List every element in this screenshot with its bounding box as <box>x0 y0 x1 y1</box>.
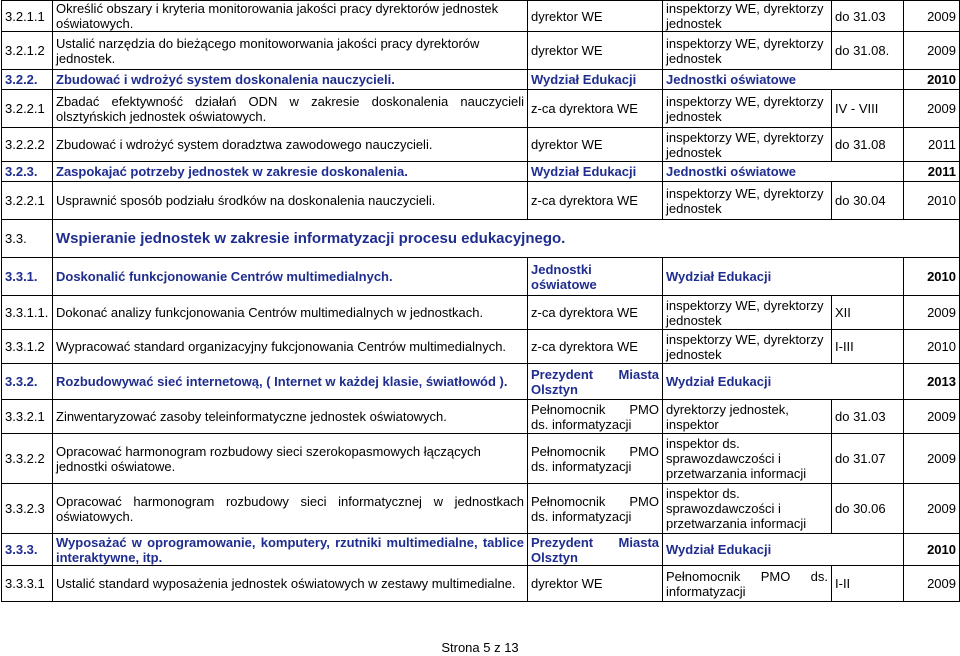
term-cell: do 31.03 <box>832 1 904 32</box>
table-row <box>2 1 960 32</box>
task-cell: Zbudować i wdrożyć system doradztwa zawodowego nauczycieli. <box>53 128 528 162</box>
year-cell: 2011 <box>904 162 960 182</box>
table-row <box>2 364 960 400</box>
year-cell: 2009 <box>904 32 960 70</box>
row-number: 3.3.1. <box>2 258 53 296</box>
row-number: 3.3.1.1. <box>2 296 53 330</box>
responsible-cell: z-ca dyrektora WE <box>528 182 663 220</box>
responsible-cell: dyrektor WE <box>528 32 663 70</box>
responsible-cell: dyrektor WE <box>528 566 663 602</box>
responsible-cell: z-ca dyrektora WE <box>528 90 663 128</box>
term-cell: I-II <box>832 566 904 602</box>
term-cell: do 31.08. <box>832 32 904 70</box>
table-row <box>2 484 960 534</box>
year-cell: 2010 <box>904 182 960 220</box>
partners-cell: inspektorzy WE, dyrektorzy jednostek <box>663 32 832 70</box>
table-row <box>2 182 960 220</box>
responsible-cell: Pełnomocnik PMO ds. informatyzacji <box>528 400 663 434</box>
year-cell: 2009 <box>904 1 960 32</box>
responsible-cell: z-ca dyrektora WE <box>528 330 663 364</box>
partners-cell: Jednostki oświatowe <box>663 70 904 90</box>
partners-cell: inspektorzy WE, dyrektorzy jednostek <box>663 1 832 32</box>
partners-cell: inspektorzy WE, dyrektorzy jednostek <box>663 296 832 330</box>
year-cell: 2009 <box>904 296 960 330</box>
task-cell: Usprawnić sposób podziału środków na doskonalenia nauczycieli. <box>53 182 528 220</box>
term-cell: do 31.07 <box>832 434 904 484</box>
task-cell: Opracować harmonogram rozbudowy sieci informatycznej w jednostkach oświatowych. <box>53 484 528 534</box>
term-cell: XII <box>832 296 904 330</box>
task-cell: Zbudować i wdrożyć system doskonalenia nauczycieli. <box>53 70 528 90</box>
partners-cell: Wydział Edukacji <box>663 364 904 400</box>
table-row <box>2 70 960 90</box>
responsible-cell: Pełnomocnik PMO ds. informatyzacji <box>528 484 663 534</box>
table-row <box>2 534 960 566</box>
row-number: 3.3.1.2 <box>2 330 53 364</box>
plan-table <box>1 0 960 602</box>
year-cell: 2009 <box>904 90 960 128</box>
task-cell: Wyposażać w oprogramowanie, komputery, rzutniki multimedialne, tablice interaktywne, itp. <box>53 534 528 566</box>
row-number: 3.3.2.2 <box>2 434 53 484</box>
table-row <box>2 566 960 602</box>
responsible-cell: z-ca dyrektora WE <box>528 296 663 330</box>
row-number: 3.2.2.1 <box>2 90 53 128</box>
row-number: 3.3.2.3 <box>2 484 53 534</box>
section-row <box>2 220 960 258</box>
responsible-cell: dyrektor WE <box>528 128 663 162</box>
responsible-cell: Pełnomocnik PMO ds. informatyzacji <box>528 434 663 484</box>
row-number: 3.2.3. <box>2 162 53 182</box>
page-footer: Strona 5 z 13 <box>441 640 519 655</box>
task-cell: Rozbudowywać sieć internetową, ( Internet w każdej klasie, światłowód ). <box>53 364 528 400</box>
year-cell: 2013 <box>904 364 960 400</box>
partners-cell: Wydział Edukacji <box>663 258 904 296</box>
table-row <box>2 400 960 434</box>
row-number: 3.2.2.1 <box>2 182 53 220</box>
responsible-cell: Wydział Edukacji <box>528 162 663 182</box>
partners-cell: Jednostki oświatowe <box>663 162 904 182</box>
partners-cell: inspektorzy WE, dyrektorzy jednostek <box>663 90 832 128</box>
partners-cell: inspektor ds. sprawozdawczości i przetwarzania informacji <box>663 484 832 534</box>
partners-cell: inspektorzy WE, dyrektorzy jednostek <box>663 128 832 162</box>
year-cell: 2009 <box>904 400 960 434</box>
table-row <box>2 128 960 162</box>
row-number: 3.3.2. <box>2 364 53 400</box>
responsible-cell: Jednostki oświatowe <box>528 258 663 296</box>
year-cell: 2010 <box>904 534 960 566</box>
task-cell: Zinwentaryzować zasoby teleinformatyczne jednostek oświatowych. <box>53 400 528 434</box>
task-cell: Dokonać analizy funkcjonowania Centrów multimedialnych w jednostkach. <box>53 296 528 330</box>
responsible-cell: Wydział Edukacji <box>528 70 663 90</box>
year-cell: 2009 <box>904 566 960 602</box>
task-cell: Wypracować standard organizacyjny fukcjonowania Centrów multimedialnych. <box>53 330 528 364</box>
task-cell: Ustalić standard wyposażenia jednostek oświatowych w zestawy multimedialne. <box>53 566 528 602</box>
table-row <box>2 434 960 484</box>
year-cell: 2011 <box>904 128 960 162</box>
task-cell: Doskonalić funkcjonowanie Centrów multimedialnych. <box>53 258 528 296</box>
row-number: 3.3. <box>2 220 53 258</box>
year-cell: 2010 <box>904 70 960 90</box>
task-cell: Opracować harmonogram rozbudowy sieci szerokopasmowych łączących jednostki oświatowe. <box>53 434 528 484</box>
year-cell: 2009 <box>904 484 960 534</box>
responsible-cell: Prezydent Miasta Olsztyn <box>528 364 663 400</box>
table-row <box>2 90 960 128</box>
partners-cell: Pełnomocnik PMO ds. informatyzacji <box>663 566 832 602</box>
task-cell: Zaspokajać potrzeby jednostek w zakresie doskonalenia. <box>53 162 528 182</box>
row-number: 3.2.2. <box>2 70 53 90</box>
year-cell: 2010 <box>904 330 960 364</box>
table-row <box>2 258 960 296</box>
term-cell: do 31.08 <box>832 128 904 162</box>
task-cell: Ustalić narzędzia do bieżącego monitoworwania jakości pracy dyrektorów jednostek. <box>53 32 528 70</box>
term-cell: I-III <box>832 330 904 364</box>
year-cell: 2009 <box>904 434 960 484</box>
section-title: Wspieranie jednostek w zakresie informatyzacji procesu edukacyjnego. <box>53 220 960 258</box>
table-row <box>2 162 960 182</box>
term-cell: IV - VIII <box>832 90 904 128</box>
row-number: 3.3.2.1 <box>2 400 53 434</box>
responsible-cell: Prezydent Miasta Olsztyn <box>528 534 663 566</box>
task-cell: Zbadać efektywność działań ODN w zakresie doskonalenia nauczycieli olsztyńskich jednostek oświatowych. <box>53 90 528 128</box>
partners-cell: inspektorzy WE, dyrektorzy jednostek <box>663 182 832 220</box>
partners-cell: inspektorzy WE, dyrektorzy jednostek <box>663 330 832 364</box>
responsible-cell: dyrektor WE <box>528 1 663 32</box>
year-cell: 2010 <box>904 258 960 296</box>
row-number: 3.2.1.1 <box>2 1 53 32</box>
task-cell: Określić obszary i kryteria monitorowania jakości pracy dyrektorów jednostek oświatowych. <box>53 1 528 32</box>
row-number: 3.3.3.1 <box>2 566 53 602</box>
partners-cell: inspektor ds. sprawozdawczości i przetwarzania informacji <box>663 434 832 484</box>
table-row <box>2 330 960 364</box>
row-number: 3.2.2.2 <box>2 128 53 162</box>
term-cell: do 30.04 <box>832 182 904 220</box>
term-cell: do 31.03 <box>832 400 904 434</box>
partners-cell: Wydział Edukacji <box>663 534 904 566</box>
table-row <box>2 296 960 330</box>
table-row <box>2 32 960 70</box>
row-number: 3.3.3. <box>2 534 53 566</box>
partners-cell: dyrektorzy jednostek, inspektor <box>663 400 832 434</box>
term-cell: do 30.06 <box>832 484 904 534</box>
row-number: 3.2.1.2 <box>2 32 53 70</box>
